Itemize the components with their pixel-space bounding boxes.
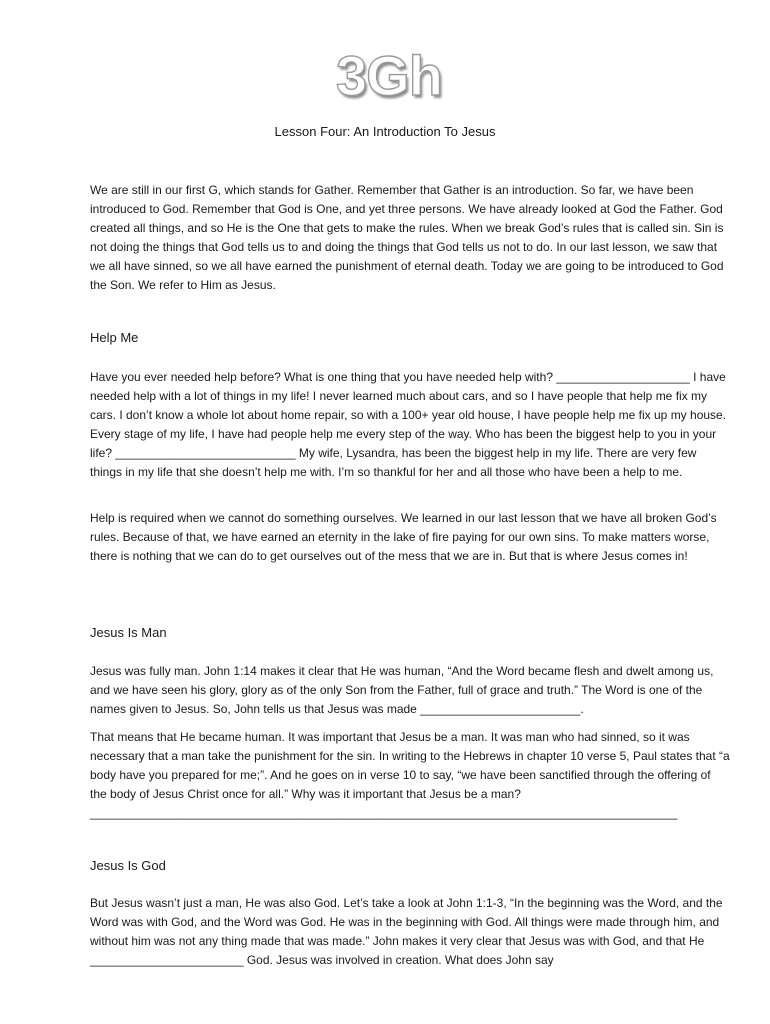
heading-jesus-is-man: Jesus Is Man	[90, 625, 167, 640]
heading-help-me: Help Me	[90, 330, 139, 345]
logo-3gh: 3Gh	[336, 44, 442, 107]
heading-jesus-is-god: Jesus Is God	[90, 858, 166, 873]
lesson-title: Lesson Four: An Introduction To Jesus	[274, 124, 496, 139]
jesus-is-god-paragraph-1: But Jesus wasn’t just a man, He was also God. Let’s take a look at John 1:1-3, “In the beginning was the Word, and the Word was with God, and the Word was God. He was in the beginning with God. All things were made through him, and without him was not any thing made that was made.” John makes it very clear that Jesus was with God, and that He _______________________ God. Jesus was involved in creation. What does John say	[90, 896, 723, 967]
help-me-paragraph-1: Have you ever needed help before? What is one thing that you have needed help with? ____________________ I have needed help with a lot of things in my life! I never learned much about cars, and so I have people that help me fix my cars. I don’t know a whole lot about home repair, so with a 100+ year old house, I have people help me fix up my house. Every stage of my life, I have had people help me every step of the way. Who has been the biggest help to you in your life? ___________________________ My wife, Lysandra, has been the biggest help in my life. There are very few things in my life that she doesn’t help me with. I’m so thankful for her and all those who have been a help to me.	[90, 370, 727, 479]
help-me-paragraph-2: Help is required when we cannot do something ourselves. We learned in our last lesson that we have all broken God’s rules. Because of that, we have earned an eternity in the lake of fire paying for our own sins. To make matters worse, there is nothing that we can do to get ourselves out of the mess that we are in. But that is where Jesus comes in!	[90, 511, 717, 563]
jesus-is-man-paragraph-2: That means that He became human. It was important that Jesus be a man. It was man who had sinned, so it was necessary that a man take the punishment for the sin. In writing to the Hebrews in chapter 10 verse 5, Paul states that “a body have you prepared for me;”. And he goes on in verse 10 to say, “we have been sanctified through the offering of the body of Jesus Christ once for all.” Why was it important that Jesus be a man? ________________________________________________________________________________________	[90, 730, 730, 820]
jesus-is-man-paragraph-1: Jesus was fully man. John 1:14 makes it clear that He was human, “And the Word became flesh and dwelt among us, and we have seen his glory, glory as of the only Son from the Father, full of grace and truth.” The Word is one of the names given to Jesus. So, John tells us that Jesus was made ________________________.	[90, 664, 714, 716]
intro-paragraph: We are still in our first G, which stands for Gather. Remember that Gather is an introduction. So far, we have been introduced to God. Remember that God is One, and yet three persons. We have already looked at God the Father. God created all things, and so He is the One that gets to make the rules. When we break God’s rules that is called sin. Sin is not doing the things that God tells us to and doing the things that God tells us not to do. In our last lesson, we saw that we all have sinned, so we all have earned the punishment of eternal death. Today we are going to be introduced to God the Son. We refer to Him as Jesus.	[90, 183, 724, 292]
